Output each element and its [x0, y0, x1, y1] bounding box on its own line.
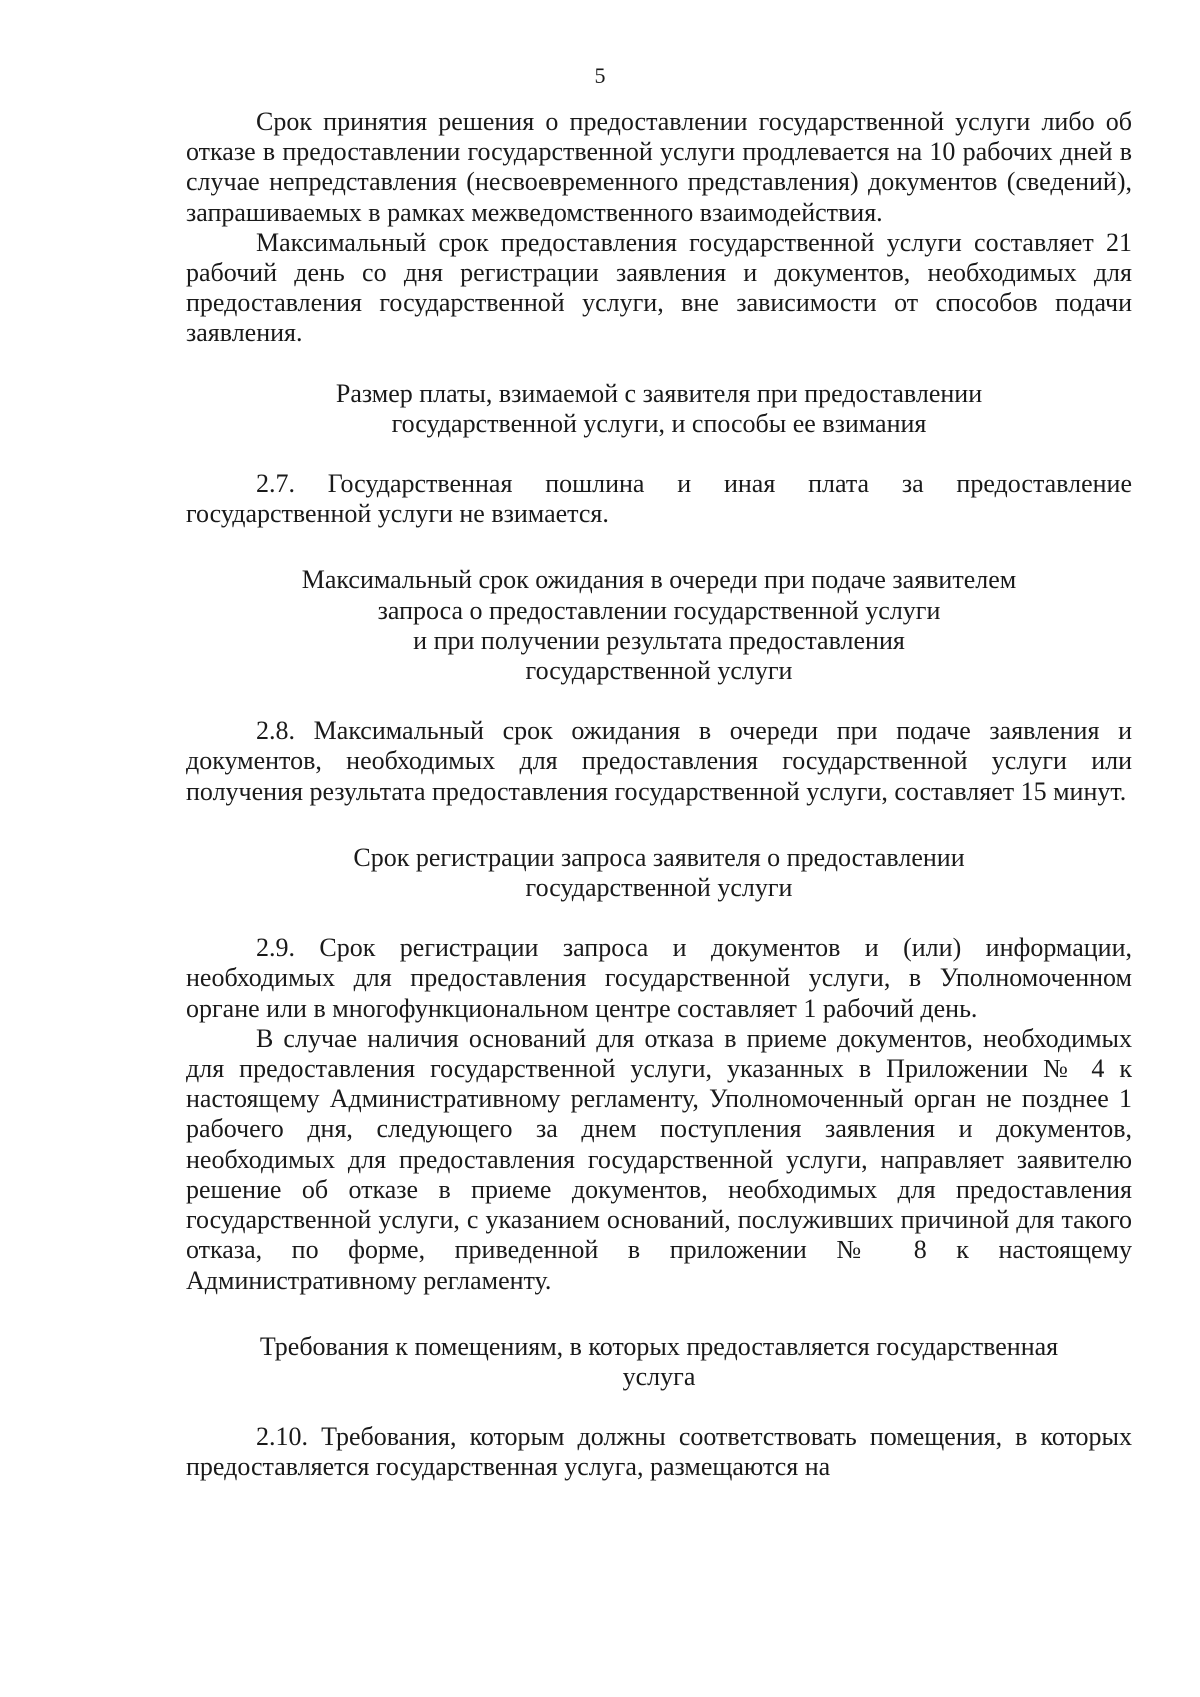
- section-heading-queue: [186, 565, 1132, 686]
- heading-line: Требования к помещениям, в которых предоставляется государственная: [259, 1331, 1059, 1361]
- heading-line: услуга: [622, 1361, 696, 1391]
- heading-line: государственной услуги: [525, 656, 793, 686]
- section-heading-registration: [186, 843, 1132, 903]
- heading-line: Размер платы, взимаемой с заявителя при предоставлении: [335, 378, 983, 408]
- section-heading-fee: [186, 379, 1132, 439]
- paragraph-2-7: 2.7. Государственная пошлина и иная плата за предоставление государственной услуги не взимается.: [186, 469, 1132, 529]
- paragraph-max-term: Максимальный срок предоставления государственной услуги составляет 21 рабочий день со дня регистрации заявления и документов, необходимых для предоставления государственной услуги, вне зависимости от способов подачи заявления.: [186, 227, 1132, 348]
- heading-line: государственной услуги: [525, 873, 793, 903]
- paragraph-2-10: 2.10. Требования, которым должны соответствовать помещения, в которых предоставляется государственная услуга, размещаются на: [186, 1422, 1132, 1482]
- paragraph-decision-term: Срок принятия решения о предоставлении государственной услуги либо об отказе в предоставлении государственной услуги продлевается на 10 рабочих дней в случае непредставления (несвоевременного представления) документов (сведений), запрашиваемых в рамках межведомственного взаимодействия.: [186, 107, 1132, 227]
- page-number: 5: [594, 63, 606, 88]
- heading-line: и при получении результата предоставления: [413, 625, 905, 655]
- heading-line: Максимальный срок ожидания в очереди при подаче заявителем: [301, 565, 1017, 595]
- heading-line: запроса о предоставлении государственной услуги: [377, 595, 941, 625]
- heading-line: Срок регистрации запроса заявителя о предоставлении: [353, 842, 965, 872]
- document-body: [186, 107, 1132, 1483]
- paragraph-2-8: 2.8. Максимальный срок ожидания в очереди при подаче заявления и документов, необходимых для предоставления государственной услуги или получения результата предоставления государственной услуги, составляет 15 минут.: [186, 716, 1132, 806]
- heading-line: государственной услуги, и способы ее взимания: [391, 408, 927, 438]
- paragraph-refusal: В случае наличия оснований для отказа в приеме документов, необходимых для предоставления государственной услуги, указанных в Приложении № 4 к настоящему Административному регламенту, Уполномоченный орган не позднее 1 рабочего дня, следующего за днем поступления заявления и документов, необходимых для предоставления государственной услуги, направляет заявителю решение об отказе в приеме документов, необходимых для предоставления государственной услуги, с указанием оснований, послуживших причиной для такого отказа, по форме, приведенной в приложении № 8 к настоящему Административному регламенту.: [186, 1023, 1132, 1295]
- section-heading-premises: [186, 1332, 1132, 1392]
- paragraph-2-9: 2.9. Срок регистрации запроса и документов и (или) информации, необходимых для предоставления государственной услуги, в Уполномоченном органе или в многофункциональном центре составляет 1 рабочий день.: [186, 933, 1132, 1023]
